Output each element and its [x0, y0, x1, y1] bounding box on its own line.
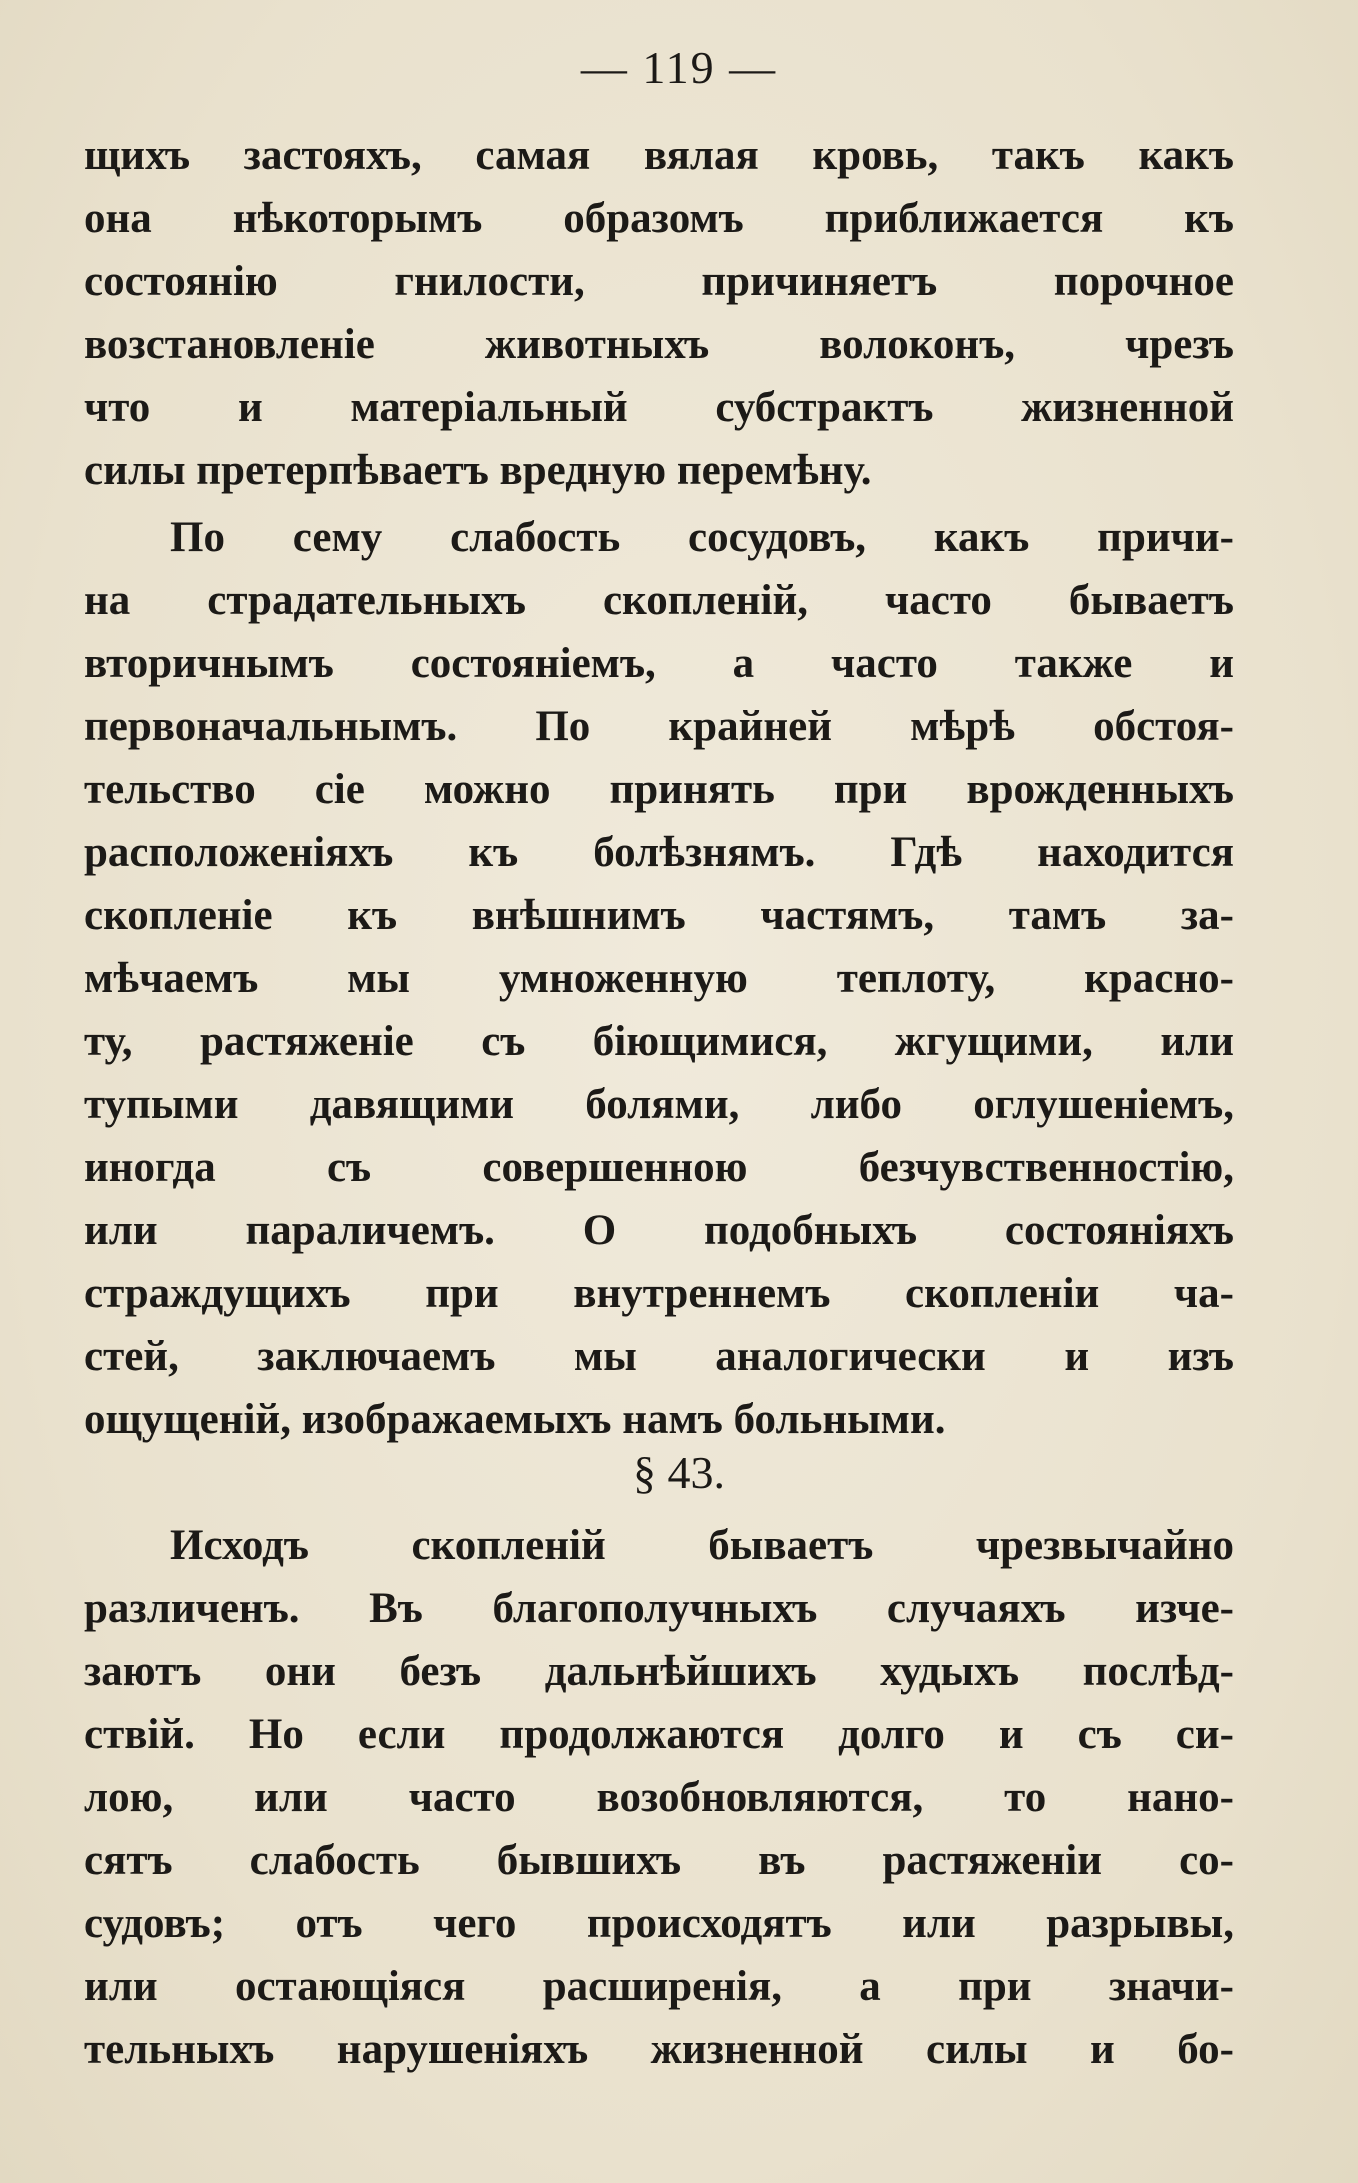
section-heading: § 43. — [633, 1447, 725, 1498]
text-line: первоначальнымъ. По крайней мѣрѣ обстоя- — [84, 703, 1234, 750]
text-line: тупыми давящими болями, либо оглушеніемъ, — [84, 1081, 1234, 1128]
text-line: скопленіе къ внѣшнимъ частямъ, тамъ за- — [84, 892, 1234, 939]
text-line: страждущихъ при внутреннемъ скопленіи ча- — [84, 1270, 1234, 1317]
text-line: ощущеній, изображаемыхъ намъ больными. — [84, 1396, 946, 1443]
text-line: заютъ они безъ дальнѣйшихъ худыхъ послѣд- — [84, 1648, 1234, 1695]
text-line: или параличемъ. О подобныхъ состояніяхъ — [84, 1207, 1234, 1254]
text-line: ту, растяженіе съ біющимися, жгущими, или — [84, 1018, 1234, 1065]
text-line: иногда съ совершенною безчувственностію, — [84, 1144, 1234, 1191]
text-line: По сему слабость сосудовъ, какъ причи- — [170, 514, 1234, 561]
text-line: силы претерпѣваетъ вредную перемѣну. — [84, 447, 872, 494]
text-line: различенъ. Въ благополучныхъ случаяхъ изче- — [84, 1585, 1234, 1632]
paragraph-continuation — [84, 124, 1234, 502]
text-line: щихъ застояхъ, самая вялая кровь, такъ какъ — [84, 132, 1234, 179]
text-line: возстановленіе животныхъ волоконъ, чрезъ — [84, 321, 1234, 368]
text-line: она нѣкоторымъ образомъ приближается къ — [84, 195, 1234, 242]
text-line: Исходъ скопленій бываетъ чрезвычайно — [170, 1522, 1234, 1569]
text-line: вторичнымъ состояніемъ, а часто также и — [84, 640, 1234, 687]
text-line: что и матеріальный субстрактъ жизненной — [84, 384, 1234, 431]
text-line: мѣчаемъ мы умноженную теплоту, красно- — [84, 955, 1234, 1002]
page-number: — 119 — — [580, 42, 778, 93]
text-line: состоянію гнилости, причиняетъ порочное — [84, 258, 1234, 305]
text-line: на страдательныхъ скопленій, часто бываетъ — [84, 577, 1234, 624]
text-line: ствій. Но если продолжаются долго и съ си- — [84, 1711, 1234, 1758]
text-line: расположеніяхъ къ болѣзнямъ. Гдѣ находится — [84, 829, 1234, 876]
text-line: тельство сіе можно принять при врожденныхъ — [84, 766, 1234, 813]
text-line: стей, заключаемъ мы аналогически и изъ — [84, 1333, 1234, 1380]
paragraph-2 — [84, 506, 1234, 1451]
paragraph-3 — [84, 1514, 1234, 2081]
text-line: судовъ; отъ чего происходятъ или разрывы, — [84, 1900, 1234, 1947]
text-line: сятъ слабость бывшихъ въ растяженіи со- — [84, 1837, 1234, 1884]
text-line: тельныхъ нарушеніяхъ жизненной силы и бо- — [84, 2026, 1234, 2073]
text-line: лою, или часто возобновляются, то нано- — [84, 1774, 1234, 1821]
text-line: или остающіяся расширенія, а при значи- — [84, 1963, 1234, 2010]
